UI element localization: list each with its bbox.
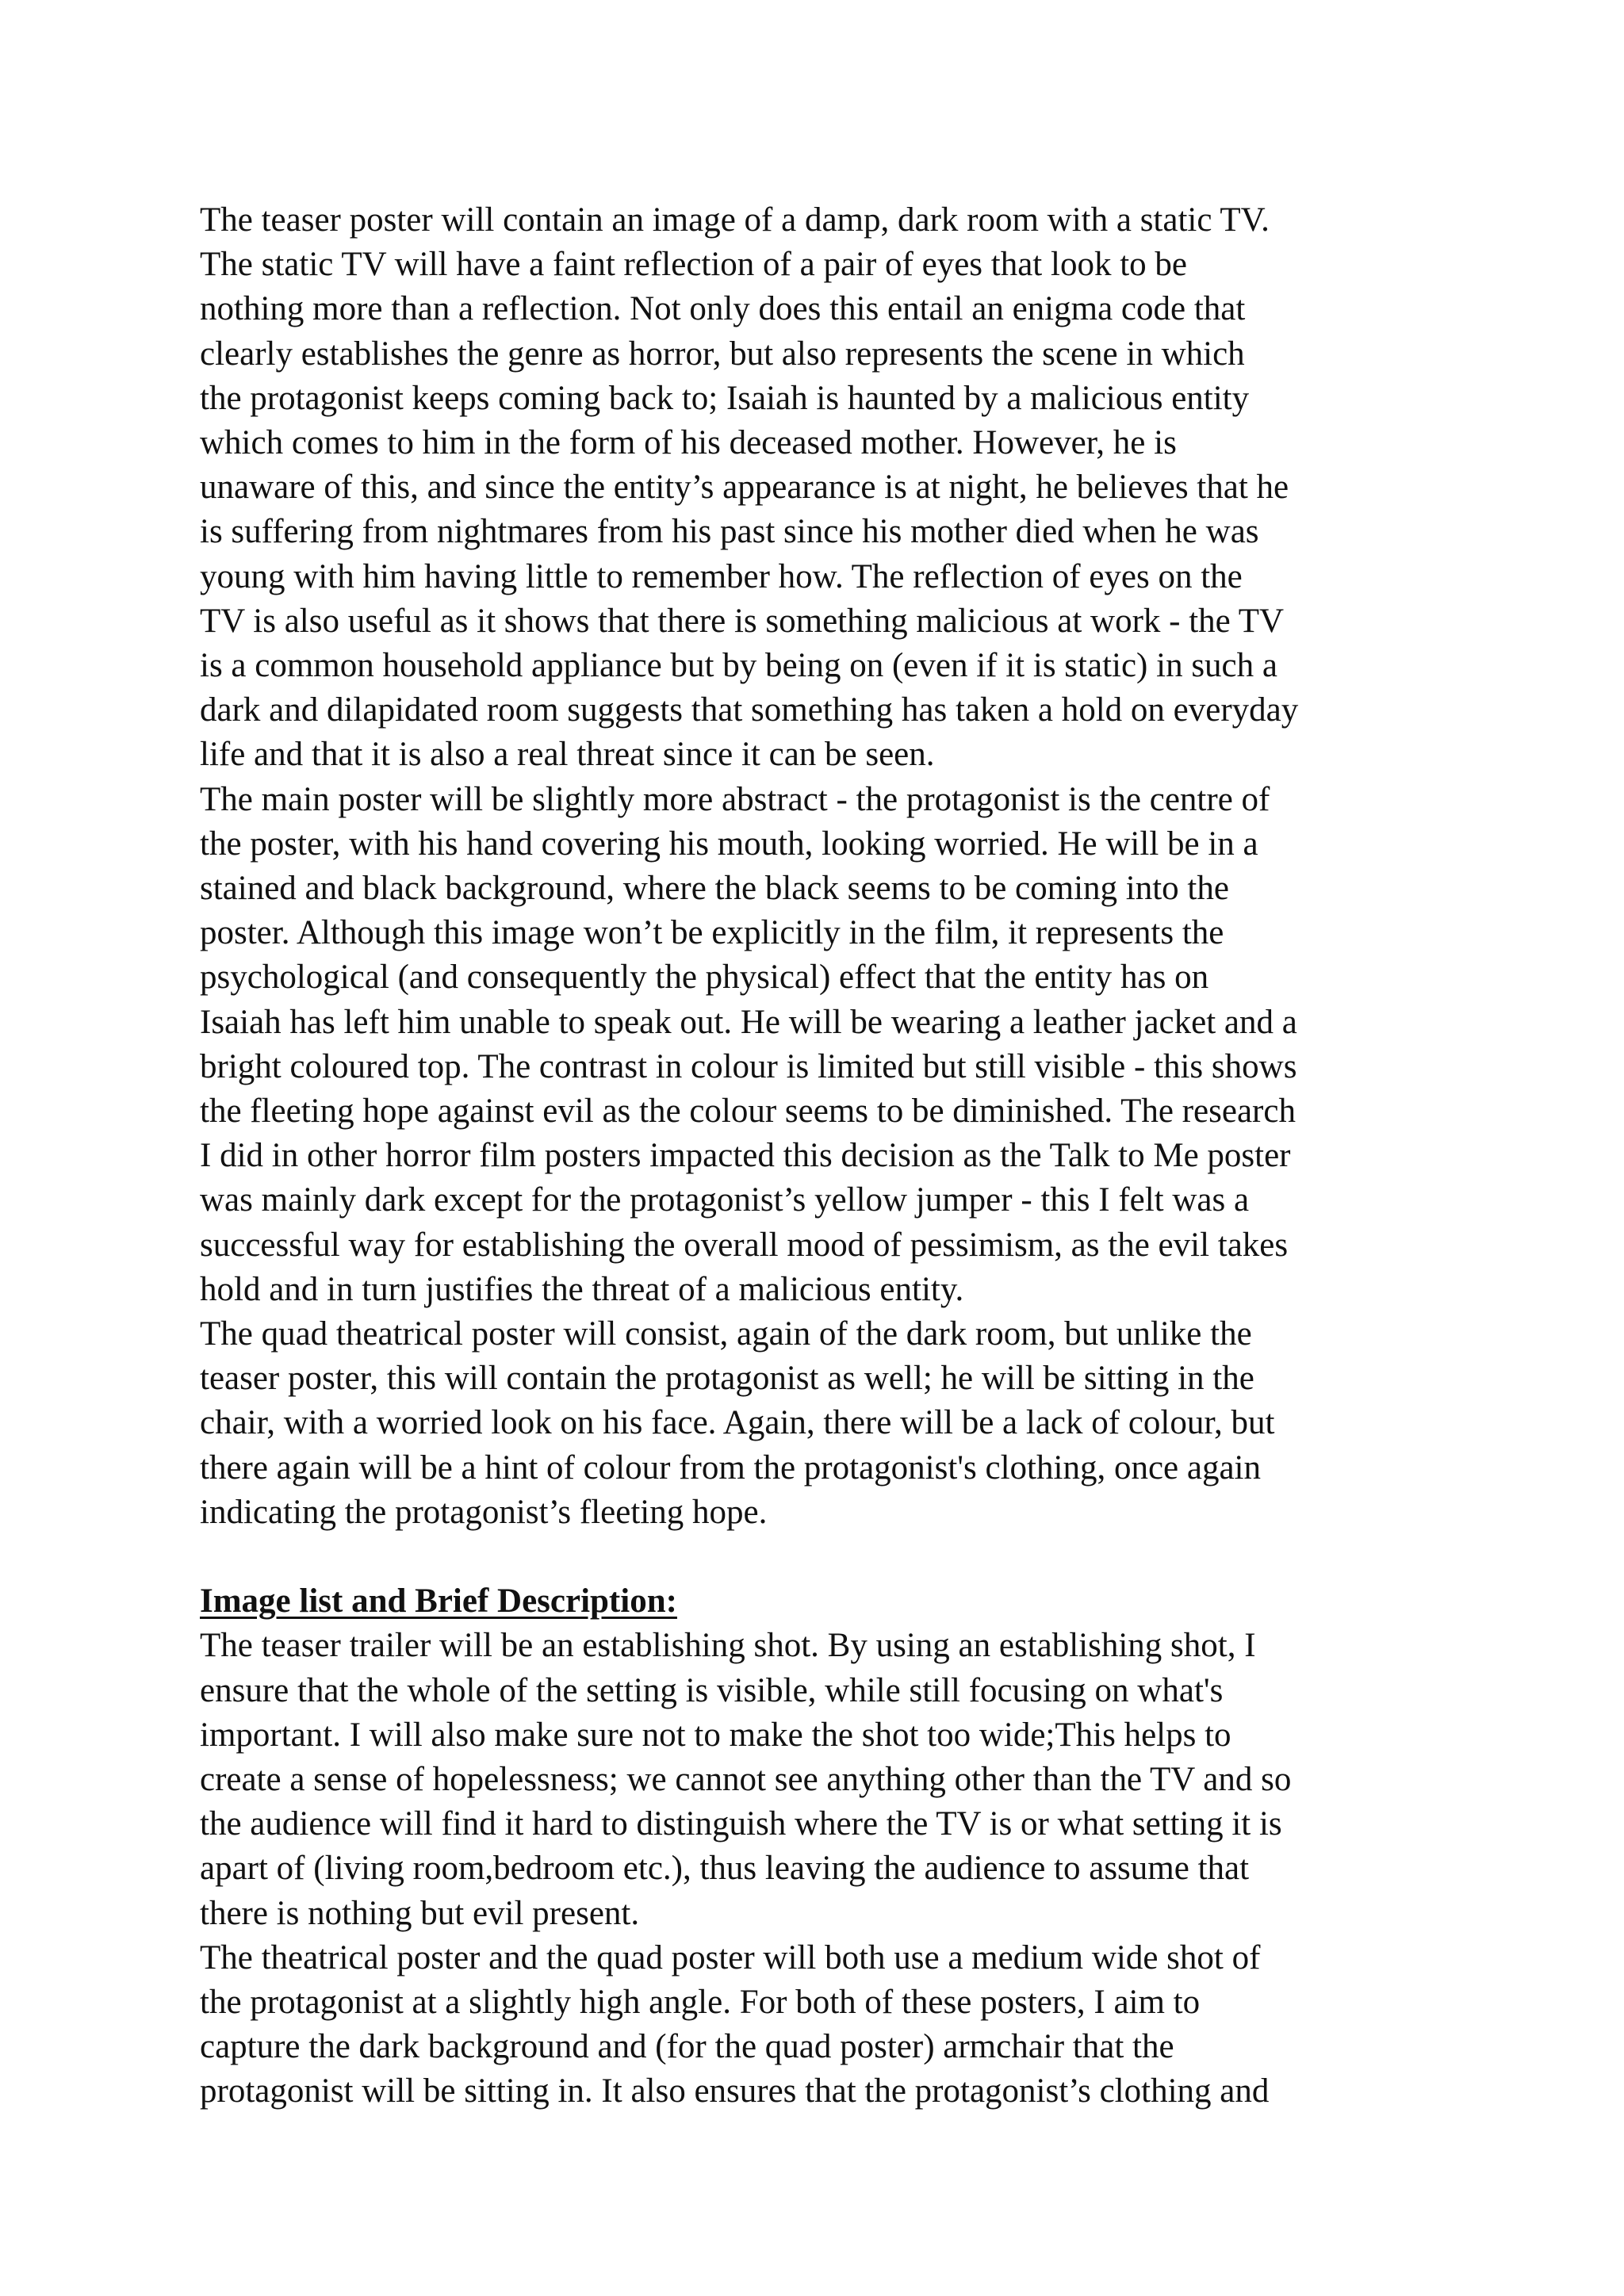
text-line: The theatrical poster and the quad poster will both use a medium wide shot of bbox=[200, 1938, 1261, 1976]
text-line: chair, with a worried look on his face. Again, there will be a lack of colour, but bbox=[200, 1404, 1275, 1442]
paragraph-teaser-poster bbox=[200, 198, 1453, 778]
text-line: which comes to him in the form of his deceased mother. However, he is bbox=[200, 424, 1177, 462]
text-line: ensure that the whole of the setting is visible, while still focusing on what's bbox=[200, 1671, 1224, 1709]
text-line: unaware of this, and since the entity’s appearance is at night, he believes that he bbox=[200, 469, 1289, 507]
text-line: is a common household appliance but by being on (even if it is static) in such a bbox=[200, 647, 1277, 685]
paragraph-main-poster bbox=[200, 778, 1453, 1312]
text-line: the poster, with his hand covering his mouth, looking worried. He will be in a bbox=[200, 825, 1258, 863]
document-body bbox=[200, 198, 1453, 2114]
text-line: Isaiah has left him unable to speak out. He will be wearing a leather jacket and a bbox=[200, 1003, 1297, 1041]
paragraph-spacer bbox=[200, 1535, 1453, 1579]
text-line: TV is also useful as it shows that there is something malicious at work - the TV bbox=[200, 602, 1285, 640]
text-line: there again will be a hint of colour from the protagonist's clothing, once again bbox=[200, 1448, 1261, 1487]
text-line: the audience will find it hard to distinguish where the TV is or what setting it is bbox=[200, 1805, 1282, 1843]
text-line: bright coloured top. The contrast in colour is limited but still visible - this shows bbox=[200, 1047, 1297, 1085]
text-line: life and that it is also a real threat since it can be seen. bbox=[200, 736, 935, 774]
text-line: poster. Although this image won’t be explicitly in the film, it represents the bbox=[200, 914, 1224, 952]
text-line: The static TV will have a faint reflection of a pair of eyes that look to be bbox=[200, 246, 1187, 284]
paragraph-quad-poster bbox=[200, 1312, 1453, 1535]
text-line: The quad theatrical poster will consist, again of the dark room, but unlike the bbox=[200, 1315, 1252, 1353]
paragraph-theatrical-poster bbox=[200, 1936, 1453, 2114]
text-line: young with him having little to remember how. The reflection of eyes on the bbox=[200, 557, 1243, 595]
text-line: hold and in turn justifies the threat of a malicious entity. bbox=[200, 1270, 964, 1308]
text-line: dark and dilapidated room suggests that something has taken a hold on everyday bbox=[200, 691, 1299, 729]
text-line: clearly establishes the genre as horror, but also represents the scene in which bbox=[200, 335, 1245, 373]
text-line: the protagonist at a slightly high angle. For both of these posters, I aim to bbox=[200, 1983, 1201, 2021]
section-heading: Image list and Brief Description: bbox=[200, 1582, 677, 1621]
text-line: The teaser trailer will be an establishing shot. By using an establishing shot, I bbox=[200, 1627, 1256, 1665]
text-line: capture the dark background and (for the quad poster) armchair that the bbox=[200, 2028, 1174, 2066]
text-line: psychological (and consequently the physical) effect that the entity has on bbox=[200, 959, 1209, 997]
text-line: there is nothing but evil present. bbox=[200, 1894, 640, 1932]
text-line: was mainly dark except for the protagonist’s yellow jumper - this I felt was a bbox=[200, 1181, 1250, 1219]
text-line: important. I will also make sure not to make the shot too wide;This helps to bbox=[200, 1716, 1231, 1754]
text-line: indicating the protagonist’s fleeting hope. bbox=[200, 1493, 768, 1531]
text-line: apart of (living room,bedroom etc.), thus leaving the audience to assume that bbox=[200, 1850, 1250, 1888]
text-line: the fleeting hope against evil as the colour seems to be diminished. The research bbox=[200, 1093, 1296, 1131]
text-line: The main poster will be slightly more abstract - the protagonist is the centre of bbox=[200, 780, 1270, 818]
text-line: the protagonist keeps coming back to; Isaiah is haunted by a malicious entity bbox=[200, 379, 1250, 417]
text-line: nothing more than a reflection. Not only does this entail an enigma code that bbox=[200, 290, 1246, 328]
text-line: The teaser poster will contain an image of a damp, dark room with a static TV. bbox=[200, 201, 1270, 239]
text-line: is suffering from nightmares from his past since his mother died when he was bbox=[200, 513, 1259, 551]
text-line: create a sense of hopelessness; we cannot see anything other than the TV and so bbox=[200, 1760, 1292, 1798]
text-line: stained and black background, where the black seems to be coming into the bbox=[200, 870, 1229, 908]
text-line: successful way for establishing the overall mood of pessimism, as the evil takes bbox=[200, 1226, 1289, 1264]
text-line: protagonist will be sitting in. It also ensures that the protagonist’s clothing and bbox=[200, 2072, 1270, 2110]
paragraph-teaser-trailer bbox=[200, 1624, 1453, 1935]
text-line: teaser poster, this will contain the protagonist as well; he will be sitting in the bbox=[200, 1360, 1254, 1398]
text-line: I did in other horror film posters impacted this decision as the Talk to Me poster bbox=[200, 1137, 1291, 1175]
